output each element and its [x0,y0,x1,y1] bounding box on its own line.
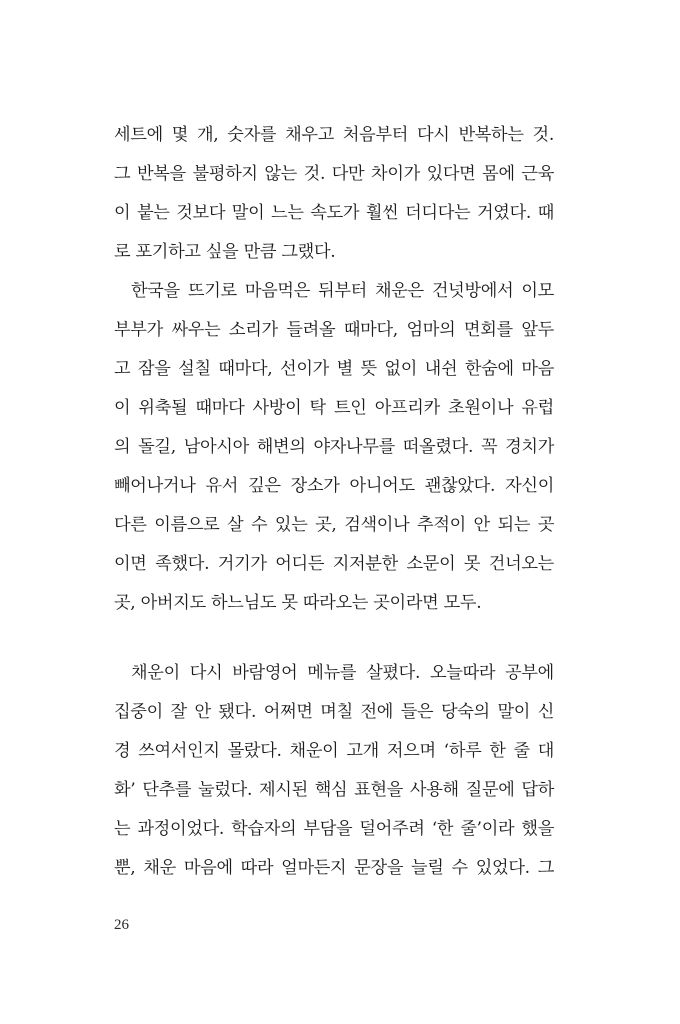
section-break [114,623,554,654]
text-line: 그 반복을 불평하지 않는 것. 다만 차이가 있다면 몸에 근육 [114,164,554,184]
text-line: 는 과정이었다. 학습자의 부담을 덜어주려 ‘한 줄’이라 했을 [114,819,554,839]
text-line: 곳, 아버지도 하느님도 못 따라오는 곳이라면 모두. [114,593,482,613]
body-text [114,116,554,888]
text-line: 다른 이름으로 살 수 있는 곳, 검색이나 추적이 안 되는 곳 [114,515,554,535]
text-line: 뿐, 채운 마음에 따라 얼마든지 문장을 늘릴 수 있었다. 그 [114,858,554,878]
paragraph-1 [114,116,554,272]
text-line: 로 포기하고 싶을 만큼 그랬다. [114,242,336,262]
text-line: 이 붙는 것보다 말이 느는 속도가 훨씬 더디다는 거였다. 때 [114,203,554,223]
text-line: 이면 족했다. 거기가 어디든 지저분한 소문이 못 건너오는 [114,554,554,574]
text-line: 채운이 다시 바람영어 메뉴를 살폈다. 오늘따라 공부에 [131,663,554,683]
text-line: 화’ 단추를 눌렀다. 제시된 핵심 표현을 사용해 질문에 답하 [114,780,554,800]
page-number: 26 [114,917,129,933]
text-line: 경 쓰여서인지 몰랐다. 채운이 고개 저으며 ‘하루 한 줄 대 [114,741,554,761]
text-line: 집중이 잘 안 됐다. 어쩌면 며칠 전에 들은 당숙의 말이 신 [114,702,554,722]
text-line: 의 돌길, 남아시아 해변의 야자나무를 떠올렸다. 꼭 경치가 [114,437,554,457]
text-line: 부부가 싸우는 소리가 들려올 때마다, 엄마의 면회를 앞두 [114,320,554,340]
text-line: 빼어나거나 유서 깊은 장소가 아니어도 괜찮았다. 자신이 [114,476,554,496]
paragraph-3 [114,654,554,888]
text-line: 고 잠을 설칠 때마다, 선이가 별 뜻 없이 내쉰 한숨에 마음 [114,359,554,379]
text-line: 세트에 몇 개, 숫자를 채우고 처음부터 다시 반복하는 것. [114,125,554,145]
paragraph-2 [114,272,554,623]
text-line: 이 위축될 때마다 사방이 탁 트인 아프리카 초원이나 유럽 [114,398,554,418]
text-line: 한국을 뜨기로 마음먹은 뒤부터 채운은 건넛방에서 이모 [131,281,554,301]
